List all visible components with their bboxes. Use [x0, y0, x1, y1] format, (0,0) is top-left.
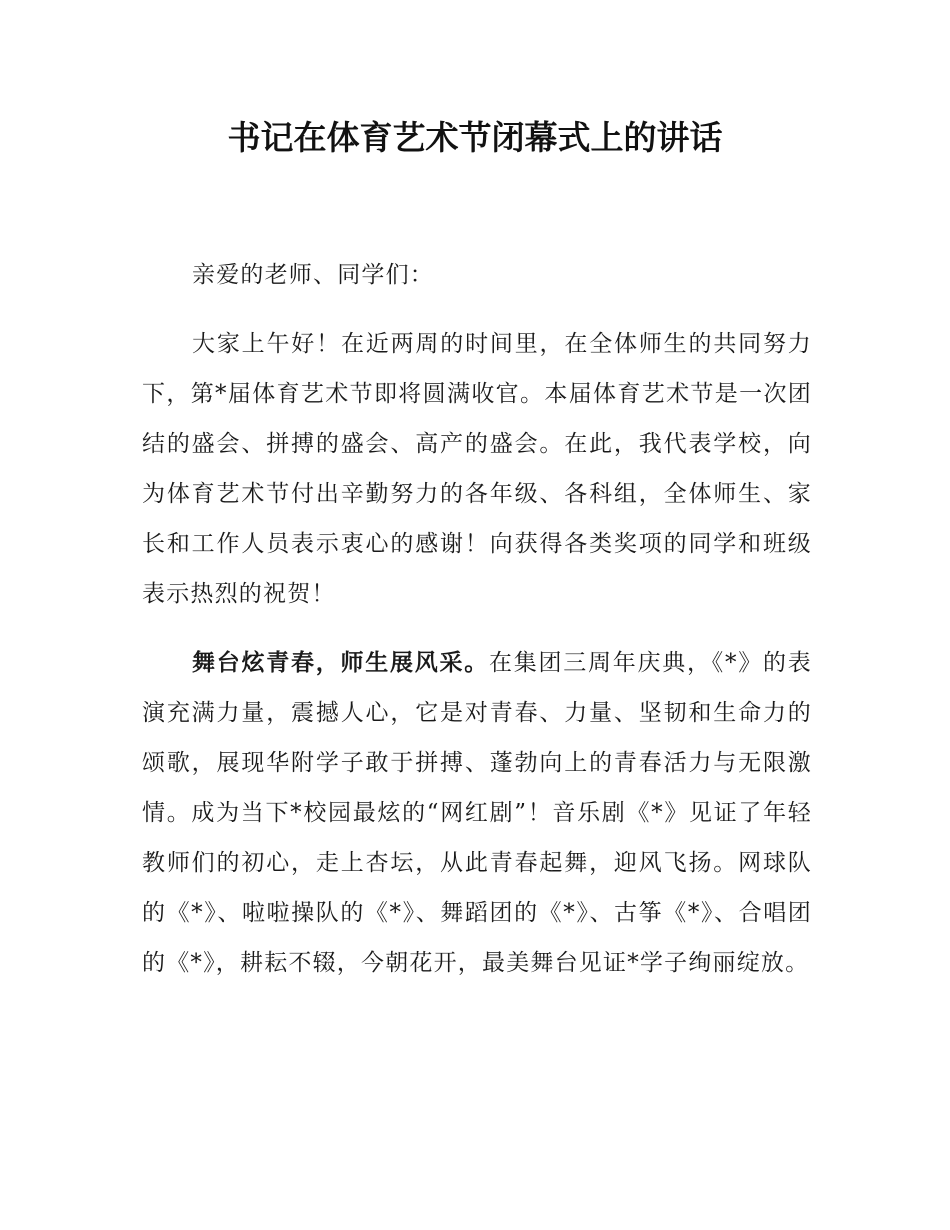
paragraph-stage-body: 在集团三周年庆典，《*》的表演充满力量，震撼人心，它是对青春、力量、坚韧和生命力的颂歌，展现华附学子敢于拼搏、蓬勃向上的青春活力与无限激情。成为当下*校园最炫的“网红剧”！音乐剧《*》见证了年轻教师们的初心，走上杏坛，从此青春起舞，迎风飞扬。网球队的《*》、啦啦操队的《*》、舞蹈团的《*》、古筝《*》、合唱团的《*》，耕耘不辍，今朝花开，最美舞台见证*学子绚丽绽放。 — [142, 650, 812, 976]
paragraph-stage — [142, 638, 812, 988]
document-title: 书记在体育艺术节闭幕式上的讲话 — [227, 118, 723, 157]
paragraph-opening: 大家上午好！在近两周的时间里，在全体师生的共同努力下，第*届体育艺术节即将圆满收官。本届体育艺术节是一次团结的盛会、拼搏的盛会、高产的盛会。在此，我代表学校，向为体育艺术节付出辛勤努力的各年级、各科组，全体师生、家长和工作人员表示衷心的感谢！向获得各类奖项的同学和班级表示热烈的祝贺！ — [142, 331, 812, 607]
greeting-line: 亲爱的老师、同学们： — [192, 262, 434, 288]
document-body — [142, 250, 812, 1007]
paragraph-stage-heading: 舞台炫青春，师生展风采。 — [192, 650, 490, 676]
